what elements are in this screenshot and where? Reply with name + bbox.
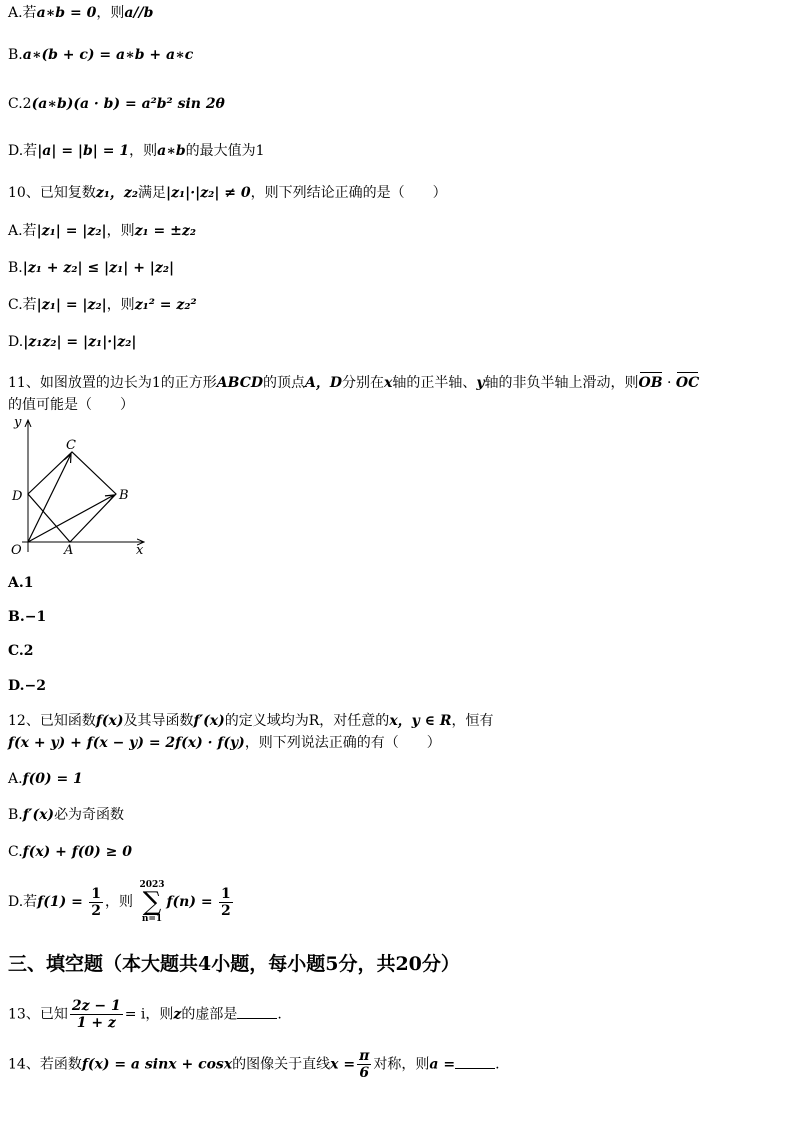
q12-option-c[interactable]: C.f(x) + f(0) ≥ 0: [8, 844, 132, 860]
answer-blank[interactable]: [455, 1056, 495, 1069]
q11-option-d[interactable]: D.−2: [8, 678, 46, 694]
q9-option-b[interactable]: B.a∗(b + c) = a∗b + a∗c: [8, 47, 194, 63]
q12-stem-line1: 12、已知函数f(x)及其导函数f′(x)的定义域均为R，对任意的x，y ∈ R，恒有: [8, 713, 494, 729]
label-x: x: [136, 543, 144, 558]
q10-option-c[interactable]: C.若|z₁| = |z₂|，则z₁² = z₂²: [8, 297, 197, 313]
q11-stem-line1: 11、如图放置的边长为1的正方形ABCD的顶点A，D分别在x轴的正半轴、y轴的非负半轴上滑动，则OB · OC: [8, 375, 700, 391]
q11-option-a[interactable]: A.1: [8, 575, 34, 591]
q9-option-c[interactable]: C.2(a∗b)(a · b) = a²b² sin 2θ: [8, 96, 225, 112]
fraction: $\frac{\pi}{6}$: [359, 1048, 370, 1081]
q13-stem: 13、已知 $\frac{2z - 1}{1 + z}$ = i，则z的虚部是 .: [8, 998, 282, 1031]
q9-option-a-math: a∗b = 0: [36, 5, 97, 21]
q10-stem: 10、已知复数z₁，z₂满足|z₁|·|z₂| ≠ 0，则下列结论正确的是（ ）: [8, 185, 447, 201]
q11-option-c[interactable]: C.2: [8, 643, 34, 659]
q12-option-b[interactable]: B.f′(x)必为奇函数: [8, 807, 125, 823]
q9-option-d[interactable]: D.若|a| = |b| = 1，则a∗b的最大值为1: [8, 143, 265, 159]
q11-option-b[interactable]: B.−1: [8, 609, 47, 625]
label-a: A: [64, 543, 74, 558]
section-title: 三、填空题（本大题共4小题，每小题5分，共20分）: [8, 953, 460, 975]
label-o: O: [11, 543, 22, 558]
q10-option-b[interactable]: B.|z₁ + z₂| ≤ |z₁| + |z₂|: [8, 260, 175, 276]
summation: 2023 ∑ n=1: [139, 880, 165, 924]
q10-option-d[interactable]: D.|z₁z₂| = |z₁|·|z₂|: [8, 334, 137, 350]
vector-ob-line: [28, 495, 114, 542]
q11-square-figure: [6, 416, 154, 558]
q9-option-c-math: (a∗b)(a · b) = a²b² sin 2θ: [31, 96, 225, 112]
label-b: B: [119, 488, 129, 503]
q9-option-d-math: |a| = |b| = 1: [37, 143, 130, 159]
vector-ob: OB: [638, 375, 663, 391]
fraction: $\frac{2z - 1}{1 + z}$: [71, 998, 121, 1031]
vector-oc-line: [28, 454, 71, 542]
vector-oc: OC: [675, 375, 700, 391]
answer-blank[interactable]: [237, 1006, 277, 1019]
q12-option-a[interactable]: A.f(0) = 1: [8, 771, 83, 787]
q12-option-d[interactable]: D.若f(1) = $\frac{1}{2}$ ，则 2023 ∑ n=1 f(n) = $\frac{1}{2}$: [8, 880, 231, 924]
q11-stem-line2: 的值可能是（ ）: [8, 397, 134, 413]
fraction: $\frac{1}{2}$: [91, 885, 102, 919]
q9-option-a[interactable]: A.若a∗b = 0，则a//b: [8, 5, 154, 21]
fraction: $\frac{1}{2}$: [221, 885, 231, 919]
label-d: D: [12, 489, 23, 504]
q12-stem-line2: f(x + y) + f(x − y) = 2f(x) · f(y)，则下列说法正确的有（ ）: [8, 735, 441, 751]
label-c: C: [66, 438, 76, 453]
q14-stem: 14、若函数f(x) = a sinx + cosx的图像关于直线x = $\frac{\pi}{6}$ 对称，则a = .: [8, 1048, 500, 1081]
q10-option-a[interactable]: A.若|z₁| = |z₂|，则z₁ = ±z₂: [8, 223, 196, 239]
square-abcd: [28, 452, 116, 542]
label-y: y: [14, 416, 22, 430]
q9-option-b-math: a∗(b + c) = a∗b + a∗c: [22, 47, 194, 63]
